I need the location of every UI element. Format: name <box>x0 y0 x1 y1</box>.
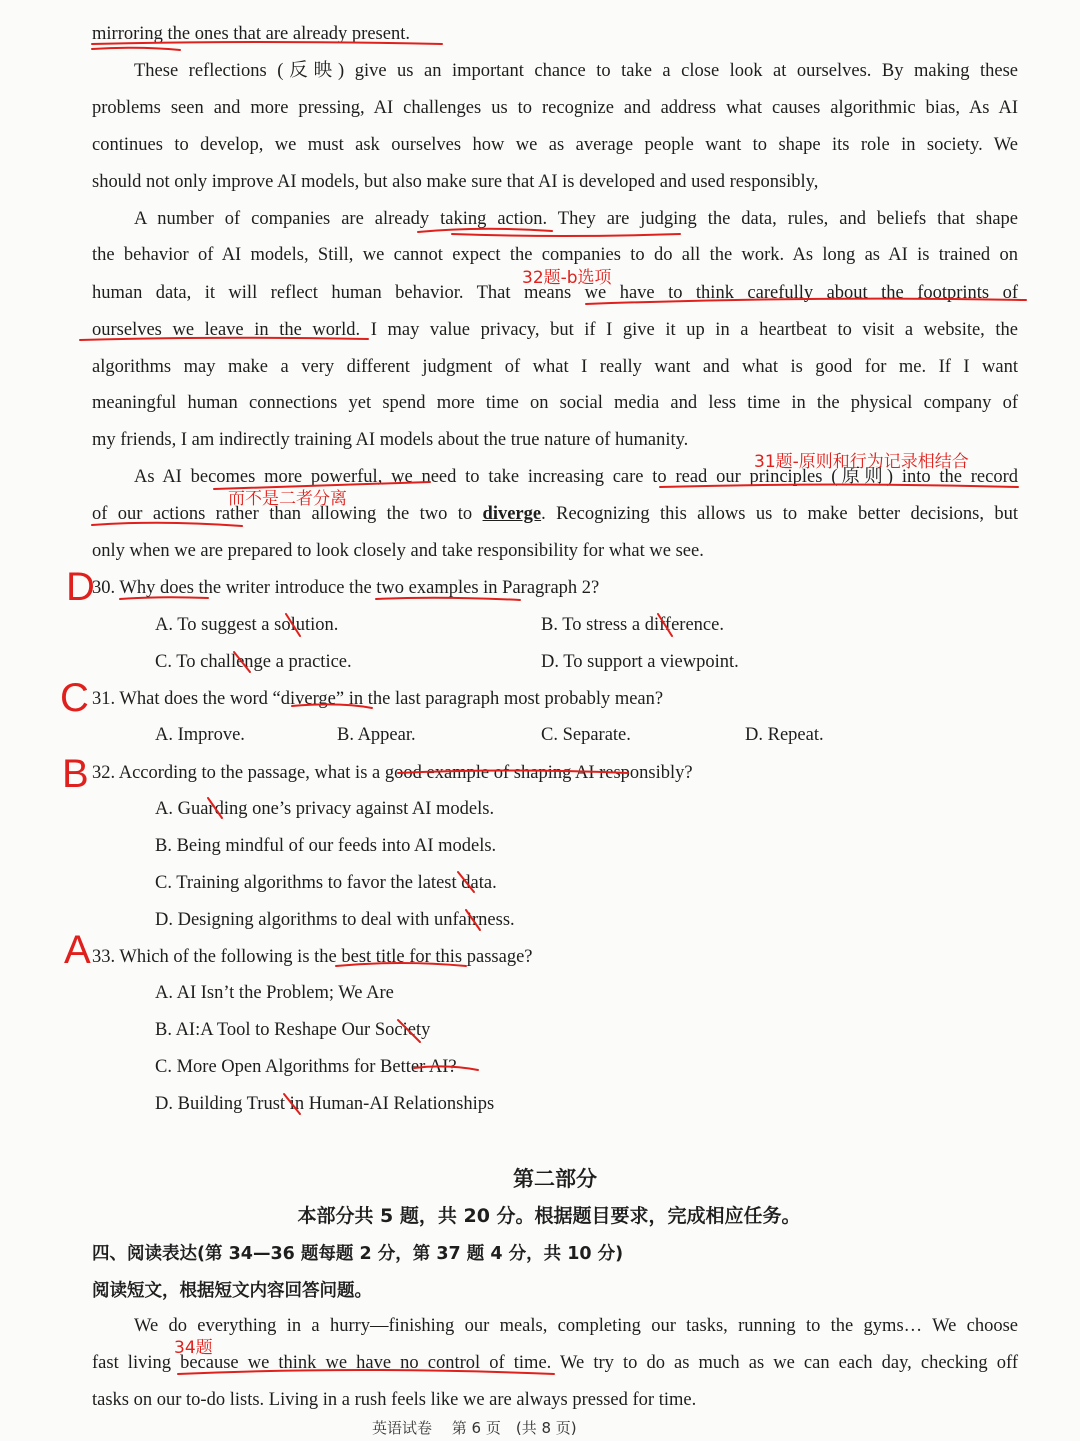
p3-line-2: problems seen and more pressing, AI challenges us to recognize and address what causes algorithmic bias, As AI <box>92 98 1018 118</box>
annotation-31-line1: 31题-原则和行为记录相结合 <box>754 452 969 472</box>
answer-mark-33: A <box>64 928 91 972</box>
p5-line-1: As AI becomes more powerful, we need to take increasing care to read our principles (原则) into the record <box>134 467 1018 487</box>
q31-option-d[interactable]: D. Repeat. <box>745 725 824 745</box>
p3-line-4: should not only improve AI models, but also make sure that AI is developed and used responsibly, <box>92 172 819 192</box>
keyword-diverge: diverge <box>482 504 542 524</box>
answer-mark-31: C <box>60 676 89 720</box>
annotation-34: 34题 <box>174 1338 213 1358</box>
answer-mark-30: D <box>66 565 95 609</box>
q31-option-c[interactable]: C. Separate. <box>541 725 631 745</box>
q31-option-b[interactable]: B. Appear. <box>337 725 416 745</box>
q33-option-c[interactable]: C. More Open Algorithms for Better AI? <box>155 1057 457 1077</box>
passage-line-1: mirroring the ones that are already present. <box>92 24 410 44</box>
ink-underline-mirroring <box>92 48 180 50</box>
q31-option-a[interactable]: A. Improve. <box>155 725 245 745</box>
q30-option-d[interactable]: D. To support a viewpoint. <box>541 652 739 672</box>
question-33: 33. Which of the following is the best title for this passage? <box>92 947 533 967</box>
answer-mark-32: B <box>62 752 89 796</box>
q32-option-c[interactable]: C. Training algorithms to favor the latest data. <box>155 873 497 893</box>
p4-line-6: meaningful human connections yet spend more time on social media and less time in the physical company of <box>92 393 1018 413</box>
question-32: 32. According to the passage, what is a good example of shaping AI responsibly? <box>92 763 693 783</box>
q30-option-c[interactable]: C. To challenge a practice. <box>155 652 352 672</box>
s2-para-line-1: We do everything in a hurry—finishing our meals, completing our tasks, running to the gyms… We choose <box>134 1316 1018 1336</box>
section-2-instruction: 阅读短文，根据短文内容回答问题。 <box>92 1281 372 1301</box>
p5-line-2-b: . Recognizing this allows us to make better decisions, but <box>541 504 1018 524</box>
p4-line-4: ourselves we leave in the world. I may value privacy, but if I give it up in a heartbeat to visit a website, the <box>92 320 1018 340</box>
ink-underline-companies <box>452 234 680 236</box>
q33-option-a[interactable]: A. AI Isn’t the Problem; We Are <box>155 983 394 1003</box>
q32-option-d[interactable]: D. Designing algorithms to deal with unfairness. <box>155 910 515 930</box>
q33-option-b[interactable]: B. AI:A Tool to Reshape Our Society <box>155 1020 431 1040</box>
p4-line-5: algorithms may make a very different judgment of what I really want and what is good for me. If I want <box>92 357 1018 377</box>
s2-para-line-3: tasks on our to-do lists. Living in a rush feels like we are always pressed for time. <box>92 1390 697 1410</box>
question-30: 30. Why does the writer introduce the two examples in Paragraph 2? <box>92 578 600 598</box>
annotation-31-line2: 而不是二者分离 <box>228 489 347 509</box>
section-2-subtitle: 本部分共 5 题，共 20 分。根据题目要求，完成相应任务。 <box>297 1205 801 1227</box>
section-2-title: 第二部分 <box>513 1167 597 1191</box>
question-31: 31. What does the word “diverge” in the last paragraph most probably mean? <box>92 689 664 709</box>
s2-para-line-2: fast living because we think we have no control of time. We try to do as much as we can each day, checking off <box>92 1353 1018 1373</box>
p4-line-1: A number of companies are already taking action. They are judging the data, rules, and beliefs that shape <box>134 209 1018 229</box>
q30-option-a[interactable]: A. To suggest a solution. <box>155 615 339 635</box>
annotation-32: 32题-b选项 <box>522 268 612 288</box>
section-2-heading: 四、阅读表达(第 34—36 题每题 2 分，第 37 题 4 分，共 10 分) <box>92 1244 624 1264</box>
p5-line-2-a: of our actions rather than allowing the two to <box>92 504 473 524</box>
q32-option-a[interactable]: A. Guarding one’s privacy against AI models. <box>155 799 495 819</box>
p4-line-7: my friends, I am indirectly training AI models about the true nature of humanity. <box>92 430 689 450</box>
p3-line-1: These reflections (反映) give us an important chance to take a close look at ourselves. By making these <box>134 61 1018 81</box>
p5-line-3: only when we are prepared to look closely and take responsibility for what we see. <box>92 541 704 561</box>
page-footer: 英语试卷 第 6 页 (共 8 页) <box>372 1419 577 1437</box>
p4-line-2: the behavior of AI models, Still, we cannot expect the companies to do all the work. As long as AI is trained on <box>92 245 1018 265</box>
q32-option-b[interactable]: B. Being mindful of our feeds into AI models. <box>155 836 497 856</box>
p3-line-3: continues to develop, we must ask ourselves how we as average people want to shape its role in society. We <box>92 135 1018 155</box>
q33-option-d[interactable]: D. Building Trust in Human-AI Relationships <box>155 1094 495 1114</box>
p4-line-3: human data, it will reflect human behavior. That means we have to think carefully about the footprints of <box>92 283 1018 303</box>
q30-option-b[interactable]: B. To stress a difference. <box>541 615 724 635</box>
